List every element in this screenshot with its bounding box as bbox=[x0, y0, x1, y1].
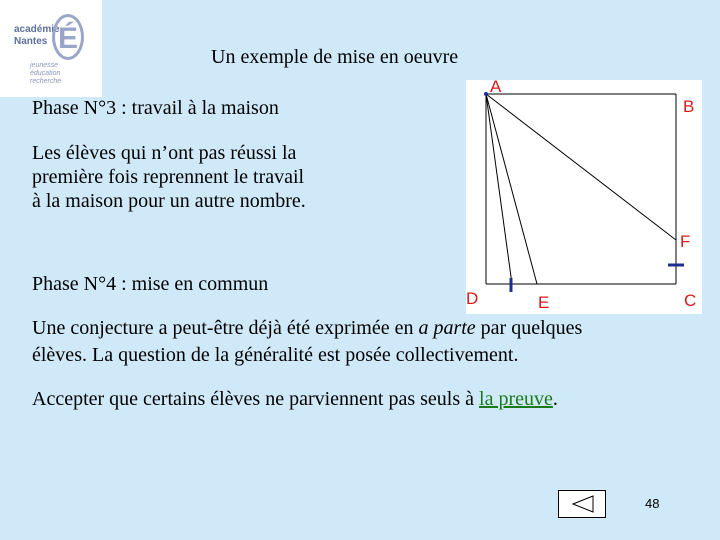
accept-after: . bbox=[552, 388, 558, 410]
logo-tag3: recherche bbox=[30, 78, 62, 85]
accept-line bbox=[32, 387, 558, 411]
point-a bbox=[484, 92, 488, 96]
geometry-figure bbox=[466, 80, 702, 314]
logo-tag1: jeunesse bbox=[30, 62, 59, 69]
phase4-para-line1 bbox=[32, 316, 582, 340]
label-b: B bbox=[683, 97, 695, 116]
accept-before: Accepter que certains élèves ne parviennent pas seuls à bbox=[32, 388, 480, 410]
square-diagram bbox=[466, 80, 702, 314]
phase4-para-italic: a parte bbox=[418, 317, 476, 339]
logo-line2: Nantes bbox=[14, 36, 48, 47]
phase4-heading: Phase N°4 : mise en commun bbox=[32, 273, 269, 295]
label-a: A bbox=[490, 80, 502, 96]
label-f: F bbox=[680, 232, 691, 251]
phase4-para-line1-after: par quelques bbox=[475, 317, 583, 339]
triangle-left-icon bbox=[559, 491, 605, 517]
slide-title: Un exemple de mise en oeuvre bbox=[211, 46, 459, 68]
segment-af bbox=[486, 94, 676, 240]
academie-logo bbox=[0, 0, 102, 97]
phase4-para-line1-before: Une conjecture a peut-être déjà été exprimée en bbox=[32, 317, 419, 339]
logo-line1: académie bbox=[14, 24, 60, 35]
segment-a-tick bbox=[486, 94, 512, 284]
phase4-para-line2: élèves. La question de la généralité est posée collectivement. bbox=[32, 344, 519, 366]
phase3-line1: Les élèves qui n’ont pas réussi la bbox=[32, 142, 297, 164]
logo-tag2: éducation bbox=[30, 70, 61, 77]
back-nav-button[interactable] bbox=[558, 490, 606, 518]
segment-ae bbox=[486, 94, 537, 284]
label-e: E bbox=[538, 293, 550, 312]
phase3-line3: à la maison pour un autre nombre. bbox=[32, 190, 306, 212]
label-c: C bbox=[684, 291, 697, 310]
logo-letter: É bbox=[52, 14, 84, 60]
proof-link[interactable]: la preuve bbox=[479, 388, 553, 410]
phase3-heading: Phase N°3 : travail à la maison bbox=[32, 97, 279, 119]
phase3-line2: première fois reprennent le travail bbox=[32, 166, 305, 188]
label-d: D bbox=[466, 289, 479, 308]
page-number: 48 bbox=[645, 496, 660, 511]
